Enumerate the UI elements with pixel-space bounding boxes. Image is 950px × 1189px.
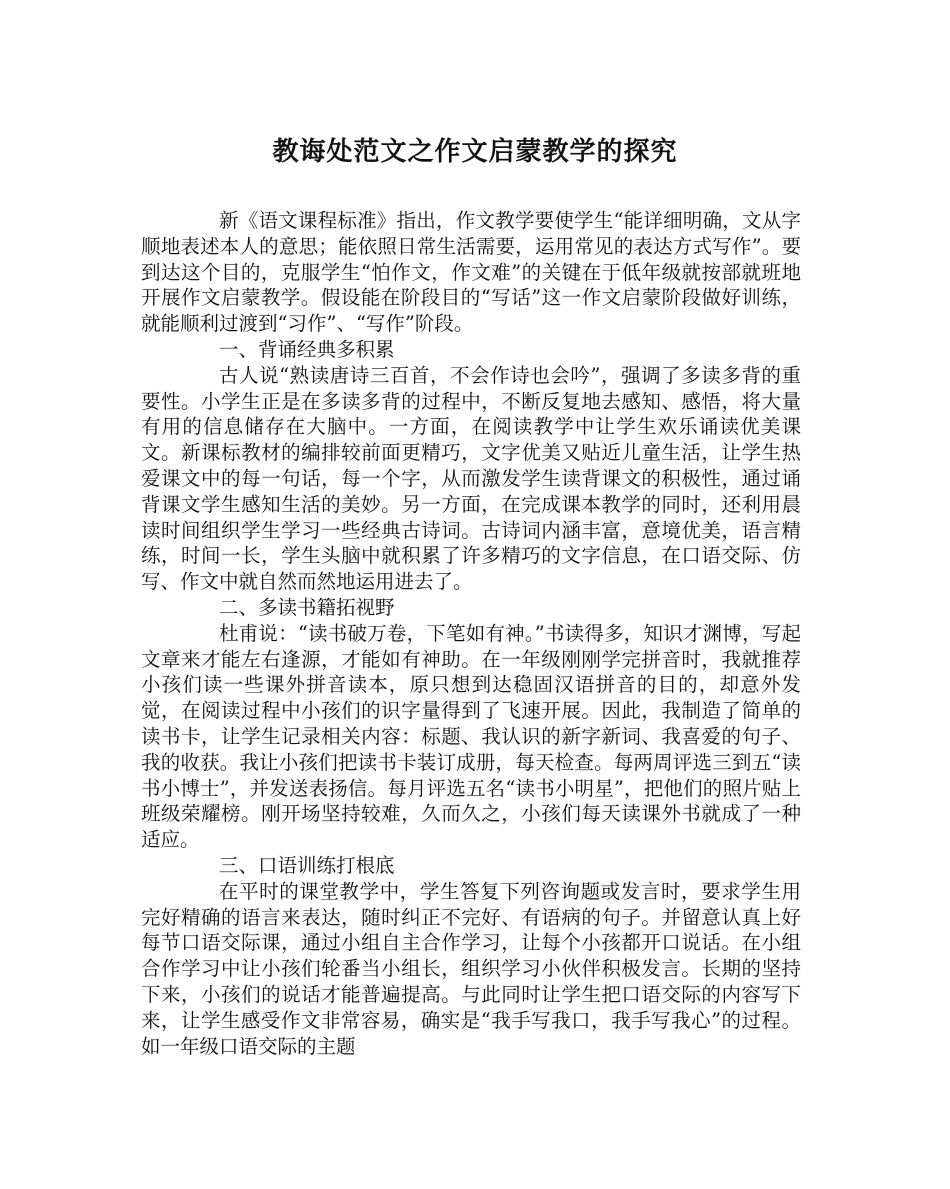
section-paragraph: 杜甫说：“读书破万卷，下笔如有神。”书读得多，知识才渊博，写起文章来才能左右逢源，才能如有神助。在一年级刚刚学完拼音时，我就推荐小孩们读一些课外拼音读本，原只想到达稳固汉语拼音的目的，却意外发觉，在阅读过程中小孩们的识字量得到了飞速开展。因此，我制造了简单的读书卡，让学生记录相关内容：标题、我认识的新字新词、我喜爱的句子、我的收获。我让小孩们把读书卡装订成册，每天检查。每两周评选三到五“读书小博士”，并发送表扬信。每月评选五名“读书小明星”，把他们的照片贴上班级荣耀榜。刚开场坚持较难，久而久之，小孩们每天读课外书就成了一种适应。 xyxy=(141,621,801,852)
section-heading: 一、背诵经典多积累 xyxy=(219,337,395,361)
intro-paragraph: 新《语文课程标准》指出，作文教学要使学生“能详细明确，文从字顺地表述本人的意思；能依照日常生活需要，运用常见的表达方式写作”。要到达这个目的，克服学生“怕作文，作文难”的关键在于低年级就按部就班地开展作文启蒙教学。假设能在阶段目的“写话”这一作文启蒙阶段做好训练，就能顺利过渡到“习作”、“写作”阶段。 xyxy=(141,209,801,336)
section-paragraph: 古人说“熟读唐诗三百首，不会作诗也会吟”，强调了多读多背的重要性。小学生正是在多读多背的过程中，不断反复地去感知、感悟，将大量有用的信息储存在大脑中。一方面，在阅读教学中让学生欢乐诵读优美课文。新课标教材的编排较前面更精巧，文字优美又贴近儿童生活，让学生热爱课文中的每一句话，每一个字，从而激发学生读背课文的积极性，通过诵背课文学生感知生活的美妙。另一方面，在完成课本教学的同时，还利用晨读时间组织学生学习一些经典古诗词。古诗词内涵丰富，意境优美，语言精练，时间一长，学生头脑中就积累了许多精巧的文字信息，在口语交际、仿写、作文中就自然而然地运用进去了。 xyxy=(141,363,801,594)
section-heading: 二、多读书籍拓视野 xyxy=(219,595,395,619)
section-heading: 三、口语训练打根底 xyxy=(219,853,395,877)
document-body xyxy=(141,208,801,1059)
document-title: 教诲处范文之作文启蒙教学的探究 xyxy=(272,137,678,167)
section-paragraph: 在平时的课堂教学中，学生答复下列咨询题或发言时，要求学生用完好精确的语言来表达，随时纠正不完好、有语病的句子。并留意认真上好每节口语交际课，通过小组自主合作学习，让每个小孩都开口说话。在小组合作学习中让小孩们轮番当小组长，组织学习小伙伴积极发言。长期的坚持下来，小孩们的说话才能普遍提高。与此同时让学生把口语交际的内容写下来，让学生感受作文非常容易，确实是“我手写我口，我手写我心”的过程。如一年级口语交际的主题 xyxy=(141,879,801,1058)
